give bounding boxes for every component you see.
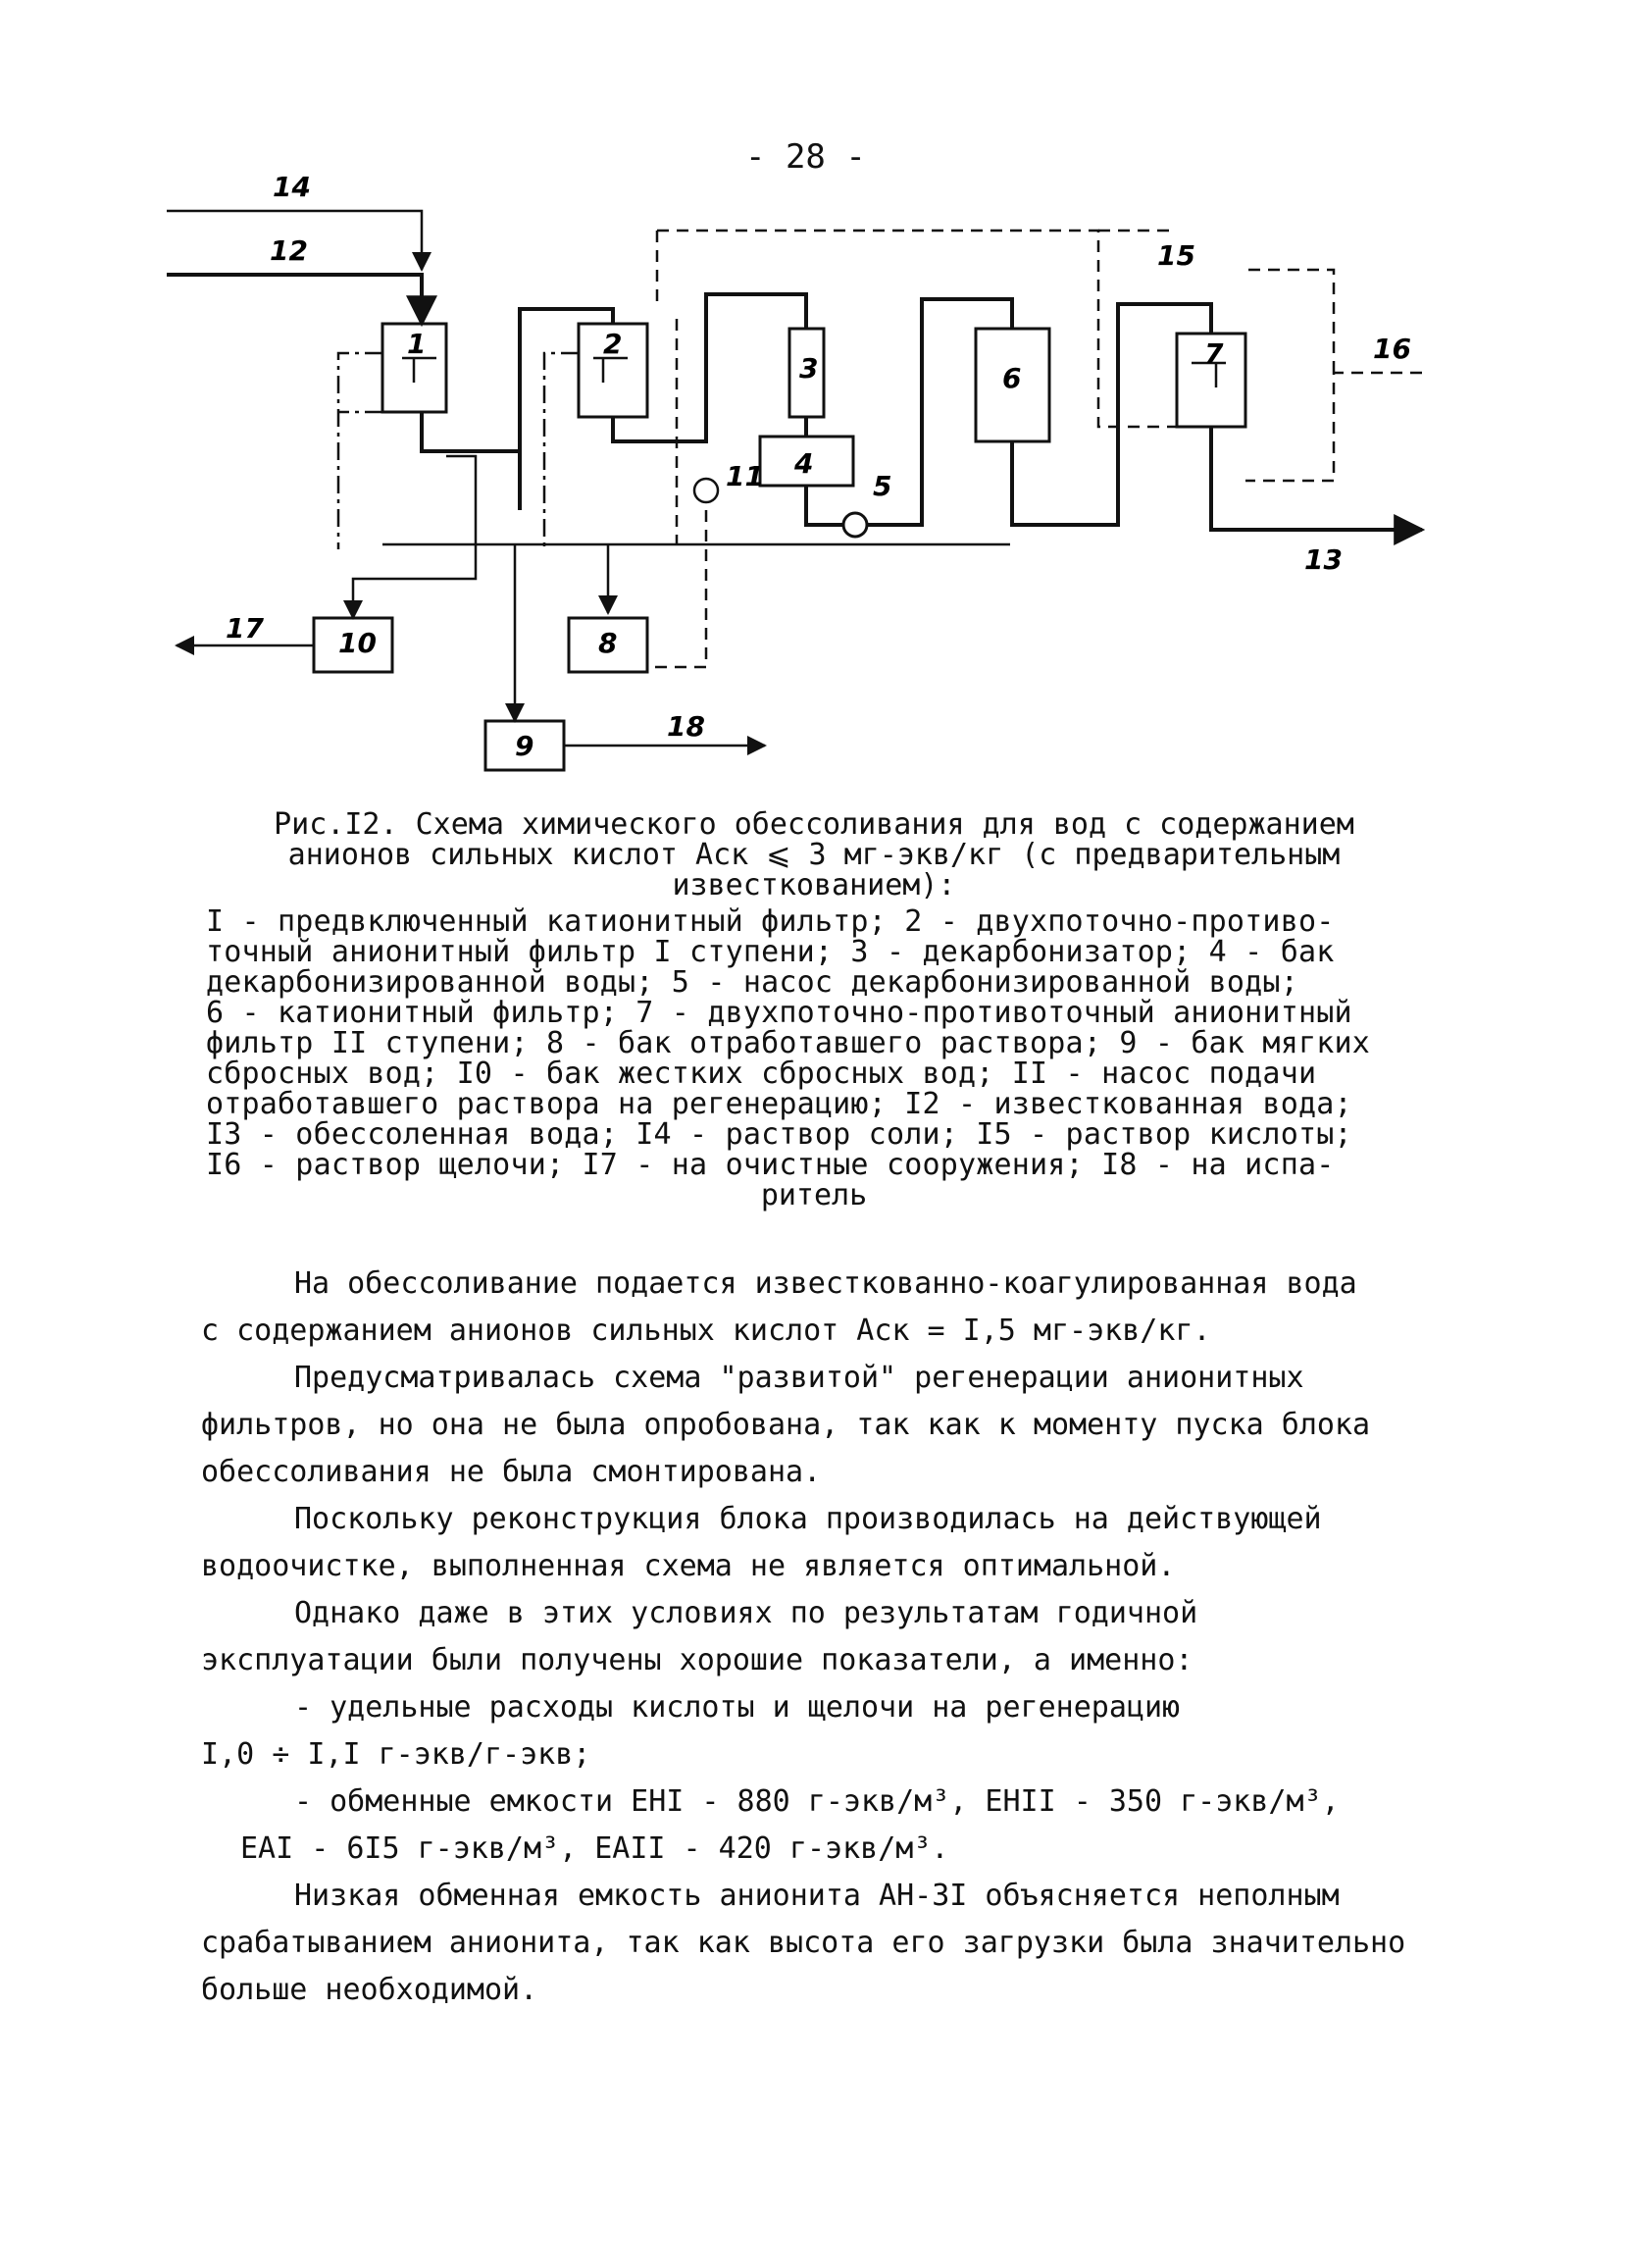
label-5: 5 [873, 470, 892, 502]
paragraph-1-line-2: с содержанием анионов сильных кислот Aск = I,5 мг-экв/кг. [201, 1314, 1211, 1348]
pump-5-icon [843, 513, 867, 537]
line-1-to-2 [422, 309, 613, 510]
label-11: 11 [726, 460, 764, 492]
paragraph-5-line-2: I,0 ÷ I,I г-экв/г-экв; [201, 1737, 591, 1772]
line-waste-collector [382, 456, 1010, 544]
page-number: - 28 - [745, 137, 866, 177]
line-4-pump [806, 299, 1012, 525]
pump-11-icon [694, 479, 718, 502]
label-15: 15 [1157, 239, 1195, 272]
paragraph-5-line-1: - удельные расходы кислоты и щелочи на регенерацию [294, 1690, 1181, 1725]
label-7: 7 [1204, 337, 1224, 370]
label-6: 6 [1002, 362, 1022, 394]
label-14: 14 [273, 171, 311, 203]
line-to-10 [353, 544, 476, 618]
line-drain-2 [544, 353, 579, 549]
process-flow-diagram [157, 157, 1432, 795]
line-2-to-3 [613, 294, 806, 441]
paragraph-7: Низкая обменная емкость анионита АН-3I объясняется неполным срабатыванием анионита, так как высота его загрузки была значительно больше необходимой. [201, 1879, 1406, 2007]
line-regen-return [647, 510, 706, 667]
paragraph-3: Поскольку реконструкция блока производилась на действующей водоочистке, выполненная схема не является оптимальной. [201, 1502, 1322, 1583]
label-8: 8 [598, 627, 618, 659]
label-17: 17 [226, 612, 264, 644]
paragraph-6-line-1: - обменные емкости EHI - 880 г-экв/м³, EHII - 350 г-экв/м³, [294, 1784, 1340, 1819]
line-12-feed [167, 275, 422, 324]
line-6-to-7 [1012, 304, 1211, 525]
caption-legend-end: ритель [760, 1178, 868, 1212]
caption-title: Рис.I2. Схема химического обессоливания для вод с содержанием анионов сильных кислот Aск ⩽ 3 мг-экв/кг (с предварительным известкованием): [274, 807, 1354, 902]
line-drain-1 [338, 353, 382, 549]
line-13-out [1211, 427, 1422, 530]
figure-caption [206, 809, 1422, 1211]
paragraph-6-line-2: EAI - 6I5 г-экв/м³, EAII - 420 г-экв/м³. [240, 1831, 949, 1866]
label-10: 10 [338, 627, 377, 659]
caption-legend: I - предвключенный катионитный фильтр; 2 - двухпоточно-противо- точный анионитный фильтр I ступени; 3 - декарбонизатор; 4 - бак декарбонизированной воды; 5 - насос декарбонизированной воды; 6 - катионитный фильтр; 7 - двухпоточно-противоточный анионитный фильтр II ступени; 8 - бак отработавшего раствора; 9 - бак мягких сбросных вод; I0 - бак жестких сбросных вод; II - насос подачи отработавшего раствора на регенерацию; I2 - известкованная вода; I3 - обессоленная вода; I4 - раствор соли; I5 - раствор кислоты; I6 - раствор щелочи; I7 - на очистные сооружения; I8 - на испа- [206, 904, 1370, 1182]
label-9: 9 [515, 730, 534, 762]
label-3: 3 [799, 352, 819, 385]
label-1: 1 [407, 328, 427, 360]
paragraph-1-line-1: На обессоливание подается известкованно-коагулированная вода [294, 1266, 1357, 1301]
paragraph-4: Однако даже в этих условиях по результатам годичной эксплуатации были получены хорошие показатели, а именно: [201, 1596, 1198, 1677]
label-12: 12 [270, 234, 308, 267]
label-2: 2 [603, 328, 623, 360]
line-15-acid [657, 231, 1177, 427]
label-13: 13 [1304, 543, 1343, 576]
label-4: 4 [794, 447, 814, 480]
body-text [201, 1261, 1427, 2014]
label-16: 16 [1373, 333, 1411, 365]
label-18: 18 [667, 710, 705, 743]
line-16-alkali [1245, 270, 1422, 481]
paragraph-2: Предусматривалась схема "развитой" регенерации анионитных фильтров, но она не была опробована, так как к моменту пуска блока обессоливания не была смонтирована. [201, 1361, 1371, 1489]
